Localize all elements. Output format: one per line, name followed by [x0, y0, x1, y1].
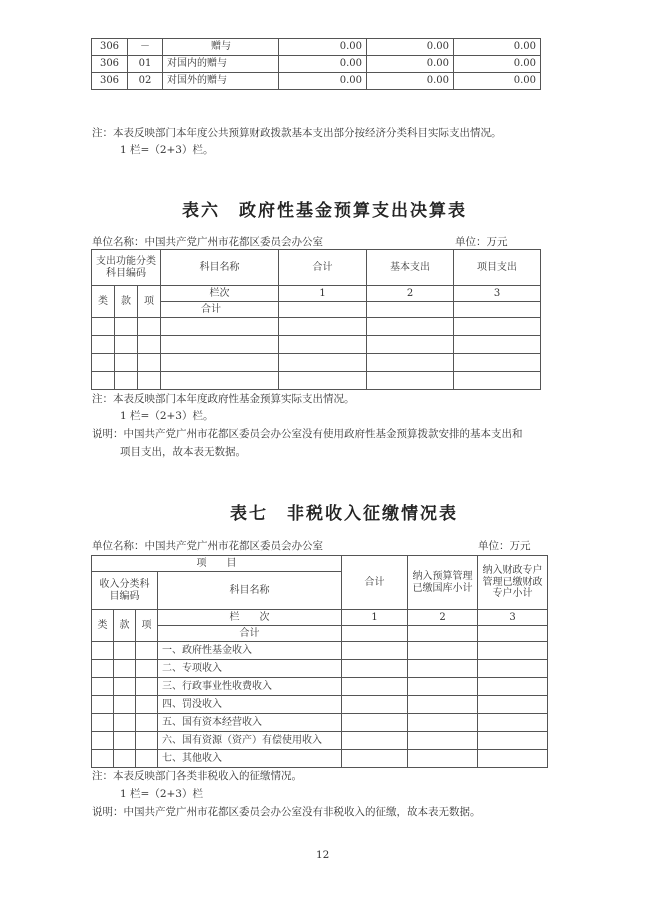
table7-note1: 注：本表反映部门各类非税收入的征缴情况。 [92, 770, 302, 782]
table7-unit-org: 单位名称：中国共产党广州市花都区委员会办公室 [92, 540, 323, 552]
header-project: 项目支出 [454, 250, 541, 286]
table-header-row [92, 556, 548, 572]
table-row: 六、国有资源（资产）有偿使用收入 [92, 732, 548, 750]
header-name: 科目名称 [161, 250, 279, 286]
table-row: 五、国有资本经营收入 [92, 714, 548, 732]
table6-fund-expenditure [91, 249, 541, 390]
header-basic: 基本支出 [367, 250, 454, 286]
note-top-line2: 1 栏=（2+3）栏。 [120, 144, 214, 156]
table-row: 三、行政事业性收费收入 [92, 678, 548, 696]
header-total: 合计 [342, 556, 408, 610]
header-item: 项 目 [92, 556, 342, 572]
table6-note3: 说明：中国共产党广州市花都区委员会办公室没有使用政府性基金预算拨款安排的基本支出和 [92, 428, 523, 440]
header-code: 支出功能分类科目编码 [92, 250, 161, 286]
table-header-row [92, 250, 541, 286]
table-row: 类 款 项 栏次 1 2 3 [92, 286, 541, 302]
table-row [92, 336, 541, 354]
table-row [92, 354, 541, 372]
table6-unit-org: 单位名称：中国共产党广州市花都区委员会办公室 [92, 236, 323, 248]
table-row: 一、政府性基金收入 [92, 642, 548, 660]
table7-note3: 说明：中国共产党广州市花都区委员会办公室没有非税收入的征缴，故本表无数据。 [92, 806, 481, 818]
note-top-line1: 注：本表反映部门本年度公共预算财政拨款基本支出部分按经济分类科目实际支出情况。 [92, 127, 502, 139]
header-total: 合计 [279, 250, 367, 286]
header-budget: 纳入预算管理已缴国库小计 [408, 556, 478, 610]
page-number: 12 [316, 849, 330, 861]
table-row: 七、其他收入 [92, 750, 548, 768]
table6-note1: 注：本表反映部门本年度政府性基金预算实际支出情况。 [92, 393, 355, 405]
header-name: 科目名称 [158, 572, 342, 610]
table7-note2: 1 栏=（2+3）栏 [120, 788, 203, 800]
table-row [92, 372, 541, 390]
table-row: 合计 [92, 302, 541, 318]
table-row [92, 318, 541, 336]
table6-unit-label: 单位：万元 [455, 236, 508, 248]
table6-title: 表六 政府性基金预算支出决算表 [182, 201, 467, 221]
table-row: 306 － 赠与 0.00 0.00 0.00 [92, 39, 541, 56]
table-row: 四、罚没收入 [92, 696, 548, 714]
expenditure-continuation-table [91, 38, 541, 90]
table-row: 306 01 对国内的赠与 0.00 0.00 0.00 [92, 56, 541, 73]
table-row: 306 02 对国外的赠与 0.00 0.00 0.00 [92, 73, 541, 90]
table7-title: 表七 非税收入征缴情况表 [230, 504, 458, 524]
table-row: 二、专项收入 [92, 660, 548, 678]
table7-unit-label: 单位：万元 [478, 540, 531, 552]
table-row: 类 款 项 栏 次 1 2 3 [92, 610, 548, 626]
header-special: 纳入财政专户管理已缴财政专户小计 [478, 556, 548, 610]
table6-note2: 1 栏=（2+3）栏。 [120, 410, 214, 422]
table6-note4: 项目支出，故本表无数据。 [120, 446, 246, 458]
table-row: 合计 [92, 626, 548, 642]
table7-non-tax-revenue [91, 555, 548, 768]
header-code: 收入分类科目编码 [92, 572, 158, 610]
